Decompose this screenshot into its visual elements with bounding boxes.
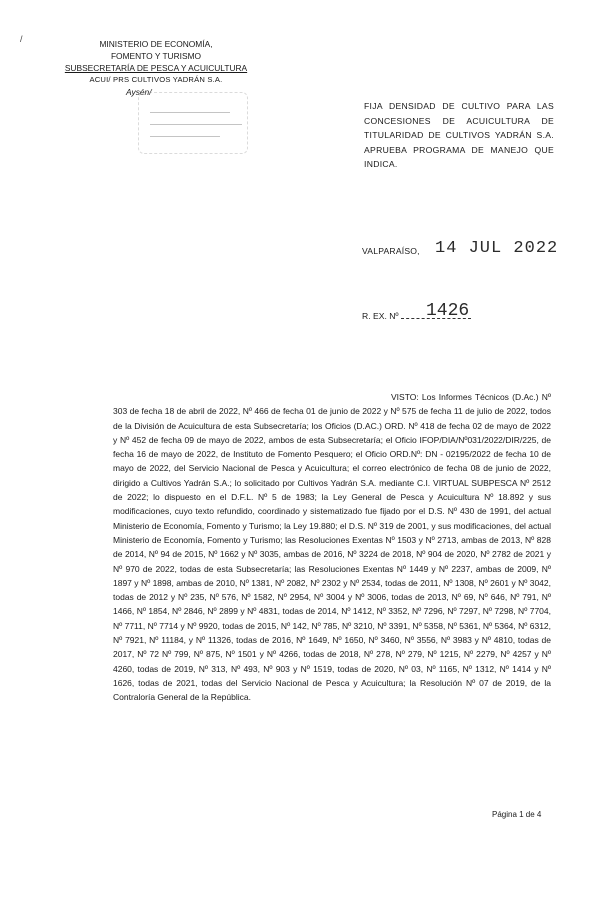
faded-stamp: [138, 92, 248, 154]
resolution-number-line: [362, 301, 562, 321]
ministry-line: MINISTERIO DE ECONOMÍA,: [99, 39, 213, 49]
region-line: Aysén/: [126, 87, 152, 97]
place-and-date: [362, 239, 562, 258]
resolution-label: R. EX. Nº: [362, 311, 399, 321]
date-stamp: 14 JUL 2022: [435, 239, 559, 258]
resolution-number: 1426: [426, 301, 470, 321]
letterhead: [56, 38, 256, 98]
margin-mark: /: [20, 34, 23, 44]
stamp-line: [150, 124, 242, 125]
stamp-line: [150, 136, 220, 137]
reference-code: ACUI/ PRS CULTIVOS YADRÁN S.A.: [89, 75, 223, 84]
page-counter: Página 1 de 4: [492, 810, 542, 819]
ministry-line-2: FOMENTO Y TURISMO: [110, 51, 202, 61]
stamp-line: [150, 112, 230, 113]
visto-paragraph: VISTO: Los Informes Técnicos (D.Ac.) Nº 303 de fecha 18 de abril de 2022, Nº 466 de fecha 01 de junio de 2022 y Nº 575 de fecha 11 de julio de 2022, todos de la División de Acuicultura de esta Subsecretaría; los Oficios (D.AC.) ORD. Nº 418 de fecha 02 de mayo de 2022 y Nº 452 de fecha 09 de mayo de 2022, ambos de esta Subsecretaría; el Oficio IFOP/DIA/Nº031/2022/DIR/225, de fecha 16 de mayo de 2022, de Instituto de Fomento Pesquero; el Oficio ORD.Nº: DN - 02195/2022 de fecha 10 de mayo de 2022, del Servicio Nacional de Pesca y Acuicultura; el correo electrónico de fecha 08 de junio de 2022, dirigido a Cultivos Yadrán S.A.; lo solicitado por Cultivos Yadrán S.A. mediante C.I. VIRTUAL SUBPESCA Nº 2512 de 2022; lo dispuesto en el D.F.L. Nº 5 de 1983; la Ley General de Pesca y Acuicultura Nº 18.892 y sus modificaciones, cuyo texto refundido, coordinado y sistematizado fue fijado por el D.S. Nº 430 de 1991, del actual Ministerio de Economía, Fomento y Turismo; la Ley 19.880; el D.S. Nº 319 de 2001, y sus modificaciones, del actual Ministerio de Economía, Fomento y Turismo; las Resoluciones Exentas Nº 1503 y Nº 2713, ambas de 2013, Nº 828 de 2014, Nº 94 de 2015, Nº 1662 y Nº 3035, ambas de 2016, Nº 3224 de 2018, Nº 904 de 2020, Nº 2782 de 2021 y Nº 970 de 2022, todas de esta Subsecretaría; las Resoluciones Exentas Nº 1449 y Nº 2237, ambas de 2009, Nº 1897 y Nº 1898, ambas de 2010, Nº 1381, Nº 2082, Nº 2302 y Nº 2534, todas de 2011, Nº 1308, Nº 2601 y Nº 3042, todas de 2012 y Nº 235, Nº 576, Nº 1582, Nº 2954, Nº 3004 y Nº 3006, todas de 2013, Nº 69, Nº 646, Nº 791, Nº 1466, Nº 1854, Nº 2846, Nº 2899 y Nº 4831, todas de 2014, Nº 1412, Nº 3352, Nº 7296, Nº 7297, Nº 7298, Nº 7704, Nº 7711, Nº 7714 y Nº 9920, todas de 2015, Nº 142, Nº 785, Nº 3210, Nº 3391, Nº 5358, Nº 5361, Nº 5364, Nº 6312, Nº 7921, Nº 11184, y Nº 11326, todas de 2016, Nº 1649, Nº 1650, Nº 3460, Nº 3556, Nº 3983 y Nº 4810, todas de 2017, Nº 72 Nº 799, Nº 875, Nº 1501 y Nº 4266, todas de 2018, Nº 278, Nº 279, Nº 1215, Nº 2279, Nº 4257 y Nº 4260, todas de 2019, Nº 313, Nº 493, Nº 903 y Nº 1519, todas de 2020, Nº 03, Nº 1165, Nº 1312, Nº 1414 y Nº 1626, todas de 2021, todas del Servicio Nacional de Pesca y Acuicultura; la Resolución Nº 07 de 2019, de la Contraloría General de la República.: [113, 392, 552, 703]
subsecretary-line: SUBSECRETARÍA DE PESCA Y ACUICULTURA: [64, 63, 248, 73]
resolution-subject: FIJA DENSIDAD DE CULTIVO PARA LAS CONCESIONES DE ACUICULTURA DE TITULARIDAD DE CULTIVOS YADRÁN S.A. APRUEBA PROGRAMA DE MANEJO QUE INDICA.: [364, 101, 554, 169]
city: VALPARAÍSO,: [362, 246, 420, 256]
